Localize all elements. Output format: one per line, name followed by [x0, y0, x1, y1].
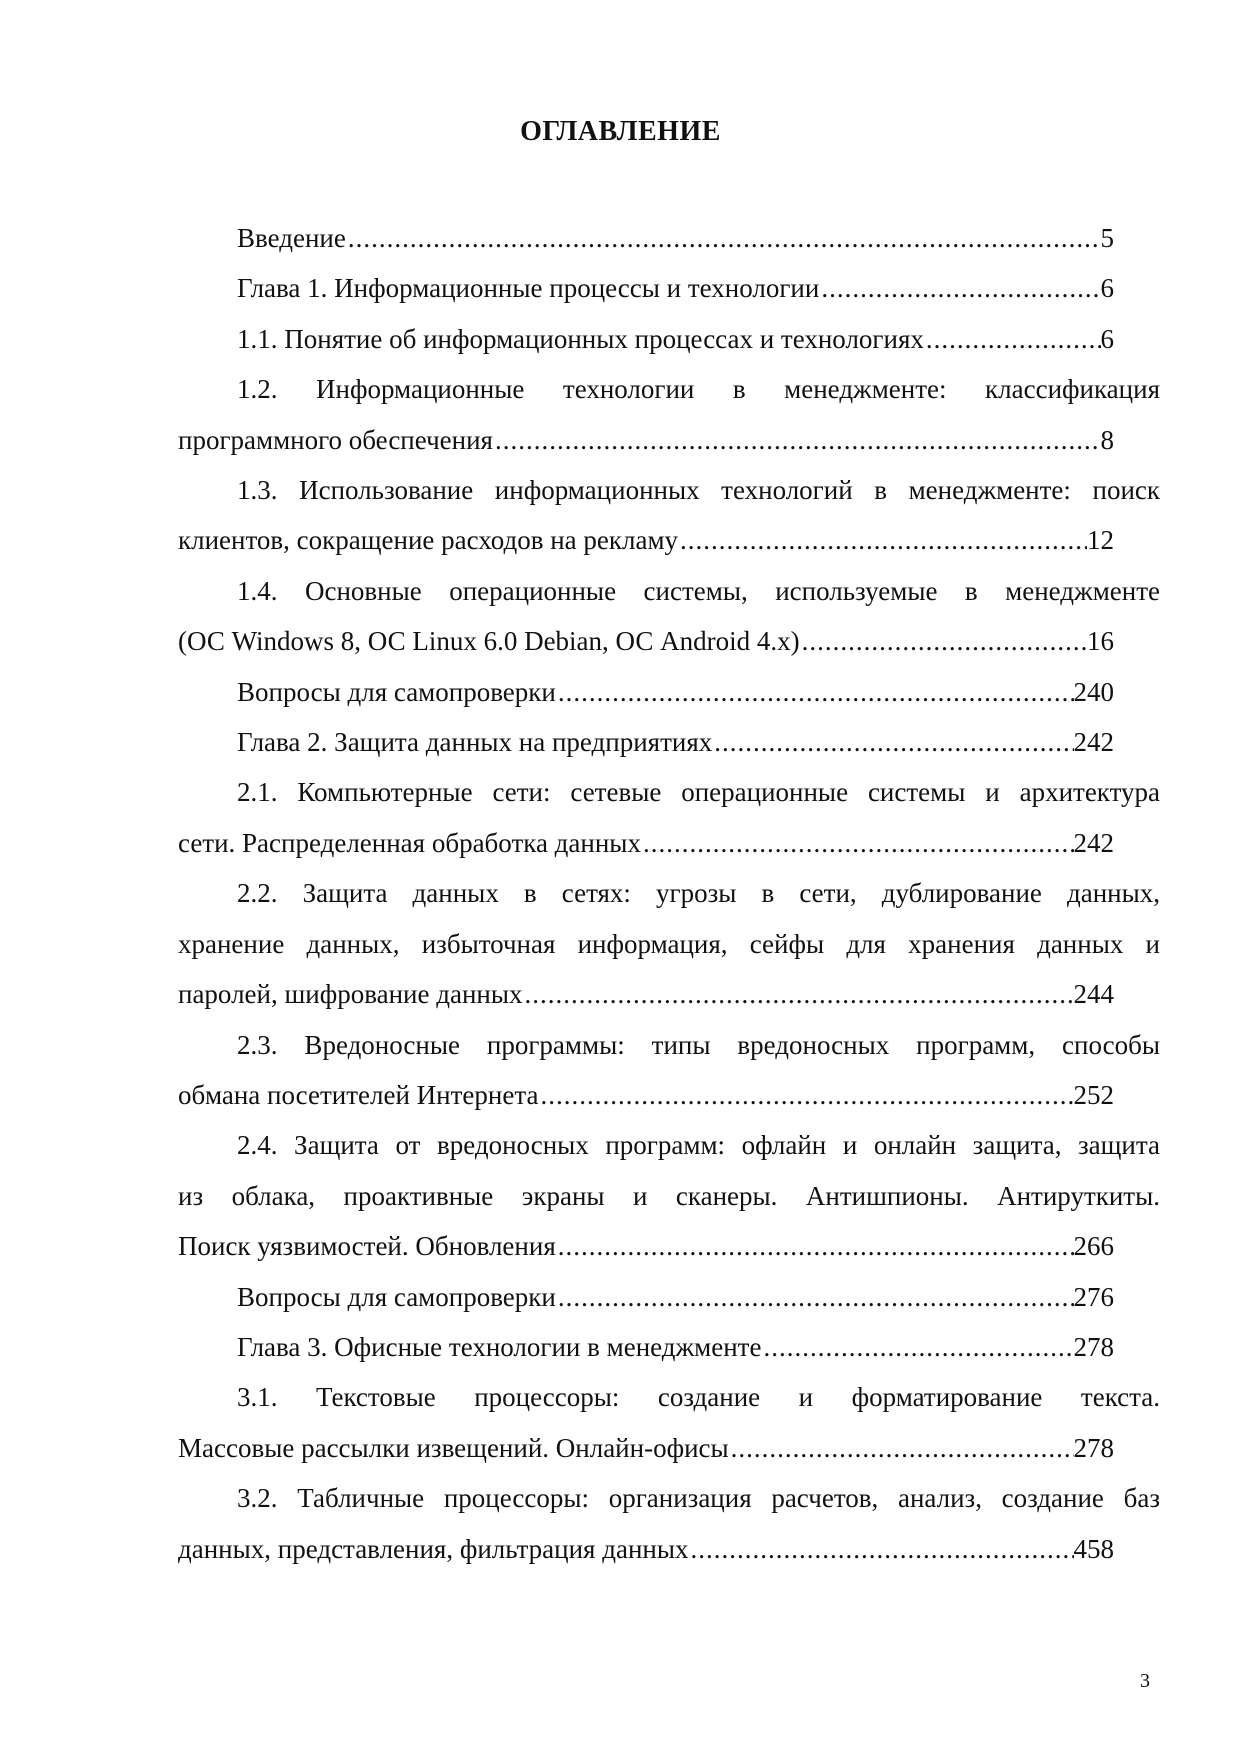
dot-leader: [641, 818, 1074, 868]
dot-leader: [678, 515, 1087, 565]
toc-entry-last-line: [178, 515, 1160, 565]
toc-entry-text: данных, представления, фильтрация данных: [178, 1533, 689, 1564]
toc-entry-last-line: [178, 1272, 1160, 1322]
toc-entry-text: Введение: [237, 223, 346, 253]
toc-entry-page: 16: [1087, 626, 1114, 657]
dot-leader: [556, 1272, 1074, 1322]
toc-entry-page: 6: [1100, 323, 1114, 354]
toc-entry-text: 2.1. Компьютерные сети: сетевые операционные системы и архитектура: [237, 777, 1160, 808]
dot-leader: [712, 717, 1073, 767]
toc-entry-text: обмана посетителей Интернета: [178, 1079, 539, 1110]
toc-entry-last-line: [178, 314, 1160, 364]
toc-entry-text: Глава 3. Офисные технологии в менеджменте: [237, 1331, 762, 1362]
dot-leader: [523, 969, 1074, 1019]
toc-entry-last-line: [178, 818, 1160, 868]
toc-entry-page: 458: [1073, 1533, 1114, 1564]
toc-entry-text: 2.3. Вредоносные программы: типы вредоносных программ, способы: [237, 1029, 1160, 1060]
toc-entry-text: 1.2. Информационные технологии в менеджменте: классификация: [237, 374, 1160, 405]
toc-entry: [178, 364, 1160, 465]
toc-entry-last-line: [178, 415, 1160, 465]
dot-leader: [924, 314, 1101, 364]
toc-entry-page: 5: [1100, 223, 1114, 253]
toc-entry: [178, 213, 1160, 263]
dot-leader: [800, 616, 1087, 666]
toc-entry-text: Глава 1. Информационные процессы и технологии: [237, 273, 820, 304]
toc-entry-page: 242: [1073, 727, 1114, 758]
toc-entry-text: хранение данных, избыточная информация, сейфы для хранения данных и: [178, 928, 1160, 959]
toc-entry-page: 278: [1073, 1331, 1114, 1362]
toc-entry-text: клиентов, сокращение расходов на рекламу: [178, 525, 679, 556]
toc-entry-page: 12: [1087, 525, 1114, 556]
toc-entry-page: 266: [1073, 1231, 1114, 1262]
dot-leader: [688, 1524, 1073, 1574]
toc-entry-page: 252: [1073, 1079, 1114, 1110]
toc-entry-page: 244: [1073, 979, 1114, 1010]
toc-entry-text: из облака, проактивные экраны и сканеры. Антишпионы. Антируткиты.: [178, 1180, 1160, 1211]
toc-entry-text: 1.1. Понятие об информационных процессах и технологиях: [237, 323, 924, 354]
toc-entry-page: 240: [1073, 676, 1114, 707]
toc-entry-page: 8: [1100, 424, 1114, 455]
toc-entry: [178, 566, 1160, 667]
toc-entry-text: (ОС Windows 8, ОС Linux 6.0 Debian, ОС Android 4.x): [178, 626, 800, 657]
toc-entry-text: паролей, шифрование данных: [178, 979, 523, 1010]
dot-leader: [761, 1322, 1073, 1372]
toc-entry: [178, 1272, 1160, 1322]
toc-entry-text: 2.4. Защита от вредоносных программ: офлайн и онлайн защита, защита: [237, 1130, 1160, 1161]
toc-entry: [178, 263, 1160, 313]
toc-entry: [178, 868, 1160, 1019]
toc-entry-text: Вопросы для самопроверки: [237, 1281, 556, 1312]
toc-entry: [178, 667, 1160, 717]
toc-entry-text: Поиск уязвимостей. Обновления: [178, 1231, 556, 1262]
dot-leader: [556, 1221, 1074, 1271]
dot-leader: [346, 213, 1101, 263]
toc-entry-text: программного обеспечения: [178, 424, 493, 455]
dot-leader: [538, 1070, 1073, 1120]
toc-entry: [178, 314, 1160, 364]
toc-entry-last-line: [178, 1524, 1160, 1574]
table-of-contents: [178, 213, 1160, 1574]
dot-leader: [819, 263, 1100, 313]
toc-title: ОГЛАВЛЕНИЕ: [520, 116, 721, 147]
toc-entry-last-line: [178, 1070, 1160, 1120]
toc-entry-text: Массовые рассылки извещений. Онлайн-офисы: [178, 1432, 729, 1463]
toc-entry-page: 276: [1073, 1281, 1114, 1312]
toc-entry-text: Вопросы для самопроверки: [237, 676, 556, 707]
toc-entry-text: сети. Распределенная обработка данных: [178, 827, 641, 858]
toc-entry-last-line: [178, 1322, 1160, 1372]
toc-entry-text: 1.3. Использование информационных технологий в менеджменте: поиск: [237, 475, 1160, 506]
dot-leader: [556, 667, 1074, 717]
toc-entry-text: 1.4. Основные операционные системы, используемые в менеджменте: [237, 575, 1160, 606]
toc-entry-page: 278: [1073, 1432, 1114, 1463]
toc-entry-last-line: [178, 616, 1160, 666]
toc-entry-last-line: [178, 667, 1160, 717]
toc-entry-last-line: [178, 213, 1160, 263]
toc-entry-text: 2.2. Защита данных в сетях: угрозы в сети, дублирование данных,: [237, 878, 1160, 909]
toc-entry: [178, 1020, 1160, 1121]
toc-entry: [178, 1473, 1160, 1574]
toc-entry: [178, 1120, 1160, 1271]
toc-entry-last-line: [178, 969, 1160, 1019]
page-number: 3: [1140, 1670, 1150, 1692]
toc-entry: [178, 465, 1160, 566]
toc-entry-page: 242: [1073, 827, 1114, 858]
toc-entry-text: Глава 2. Защита данных на предприятиях: [237, 727, 713, 758]
toc-entry-page: 6: [1100, 273, 1114, 304]
toc-entry-last-line: [178, 717, 1160, 767]
toc-entry: [178, 767, 1160, 868]
toc-entry-text: 3.2. Табличные процессоры: организация расчетов, анализ, создание баз: [237, 1483, 1160, 1514]
toc-entry-last-line: [178, 1221, 1160, 1271]
toc-entry: [178, 717, 1160, 767]
dot-leader: [729, 1423, 1074, 1473]
toc-entry-last-line: [178, 263, 1160, 313]
toc-entry-last-line: [178, 1423, 1160, 1473]
toc-entry-text: 3.1. Текстовые процессоры: создание и форматирование текста.: [237, 1382, 1160, 1413]
toc-entry: [178, 1322, 1160, 1372]
toc-entry: [178, 1372, 1160, 1473]
dot-leader: [493, 415, 1101, 465]
